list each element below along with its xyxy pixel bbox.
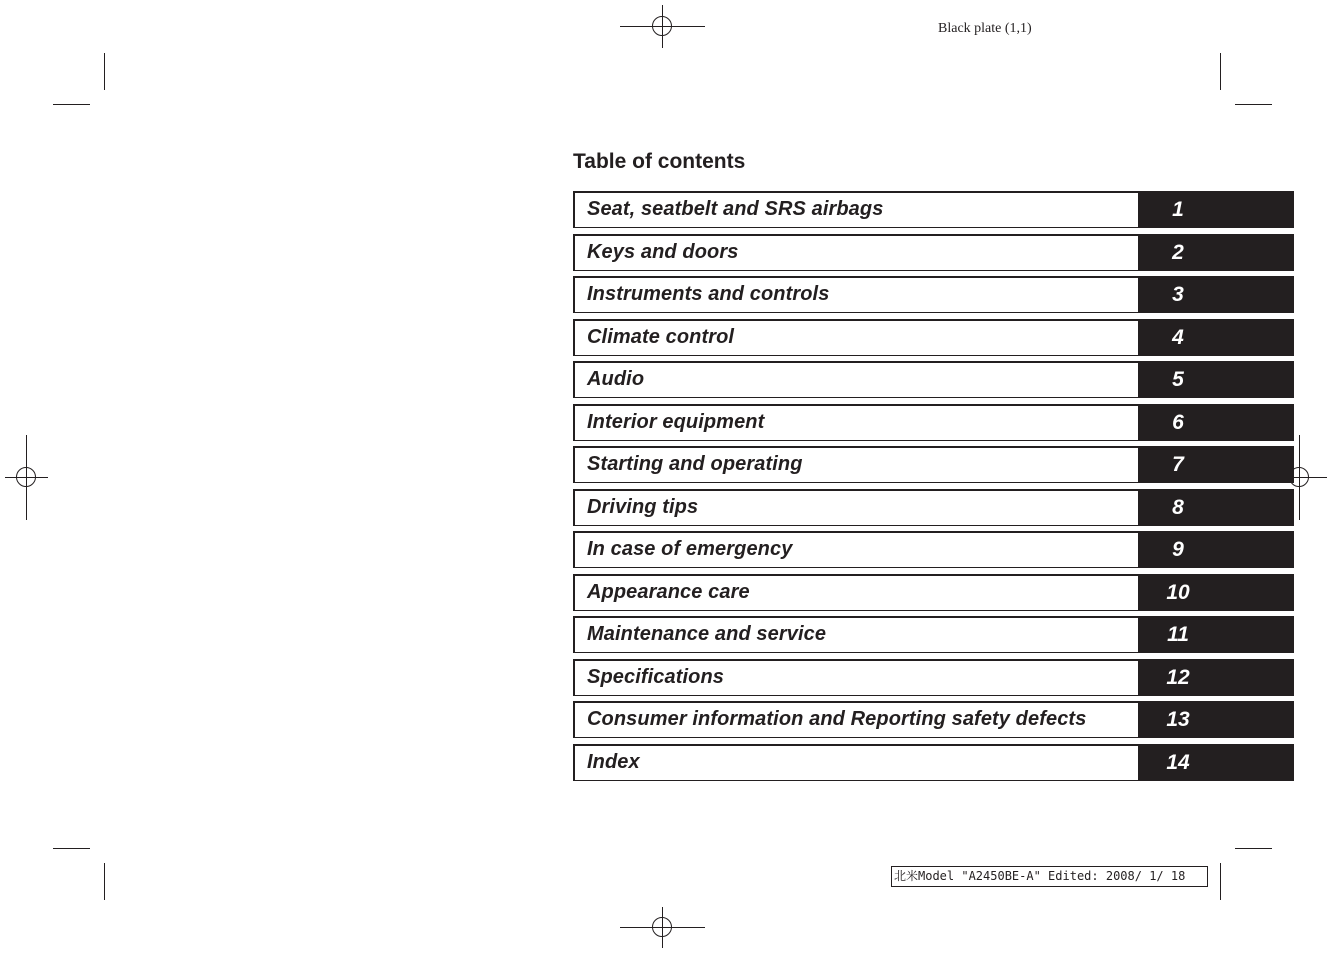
toc-section-title[interactable]: Appearance care <box>587 580 750 603</box>
toc-label-box <box>573 191 1138 228</box>
toc-number-tab[interactable] <box>1138 446 1294 483</box>
crop-mark <box>53 104 90 105</box>
toc-section-number: 10 <box>1166 580 1190 604</box>
toc-label-box <box>573 234 1138 271</box>
toc-label-box <box>573 404 1138 441</box>
toc-row[interactable] <box>573 744 1294 781</box>
edit-info-box: 北米Model "A2450BE-A" Edited: 2008/ 1/ 18 <box>891 866 1208 887</box>
toc-row[interactable] <box>573 276 1294 313</box>
toc-number-tab[interactable] <box>1138 659 1294 696</box>
table-of-contents <box>573 191 1294 786</box>
crop-mark <box>1220 863 1221 900</box>
toc-section-title[interactable]: Specifications <box>587 665 724 688</box>
toc-label-box <box>573 574 1138 611</box>
toc-section-number: 14 <box>1166 750 1190 774</box>
toc-row[interactable] <box>573 446 1294 483</box>
toc-row[interactable] <box>573 616 1294 653</box>
toc-row[interactable] <box>573 361 1294 398</box>
toc-row[interactable] <box>573 489 1294 526</box>
toc-number-tab[interactable] <box>1138 319 1294 356</box>
toc-label-box <box>573 701 1138 738</box>
plate-label: Black plate (1,1) <box>938 21 1032 36</box>
toc-row[interactable] <box>573 531 1294 568</box>
toc-section-number: 4 <box>1172 325 1184 349</box>
toc-section-number: 12 <box>1166 665 1190 689</box>
toc-number-tab[interactable] <box>1138 276 1294 313</box>
toc-label-box <box>573 744 1138 781</box>
crop-mark <box>1220 53 1221 90</box>
toc-section-title[interactable]: Interior equipment <box>587 410 765 433</box>
toc-section-title[interactable]: Climate control <box>587 325 735 348</box>
toc-label-box <box>573 319 1138 356</box>
toc-label-box <box>573 531 1138 568</box>
toc-row[interactable] <box>573 574 1294 611</box>
toc-section-title[interactable]: Consumer information and Reporting safety defects <box>587 708 1087 730</box>
toc-row[interactable] <box>573 701 1294 738</box>
toc-number-tab[interactable] <box>1138 701 1294 738</box>
crop-mark <box>1235 848 1272 849</box>
toc-section-number: 2 <box>1172 240 1184 264</box>
toc-number-tab[interactable] <box>1138 616 1294 653</box>
crop-mark <box>53 848 90 849</box>
toc-section-number: 6 <box>1172 410 1184 434</box>
toc-number-tab[interactable] <box>1138 574 1294 611</box>
toc-section-number: 9 <box>1172 538 1184 561</box>
toc-section-title[interactable]: Seat, seatbelt and SRS airbags <box>587 198 884 220</box>
toc-number-tab[interactable] <box>1138 744 1294 781</box>
toc-section-title[interactable]: Index <box>587 750 640 773</box>
toc-section-number: 1 <box>1172 198 1184 221</box>
toc-section-number: 3 <box>1172 283 1184 306</box>
toc-section-title[interactable]: Driving tips <box>587 495 699 518</box>
registration-mark-circle <box>16 467 36 487</box>
toc-label-box <box>573 659 1138 696</box>
toc-row[interactable] <box>573 659 1294 696</box>
registration-mark-circle <box>652 917 672 937</box>
toc-row[interactable] <box>573 404 1294 441</box>
toc-section-number: 11 <box>1167 623 1189 646</box>
toc-number-tab[interactable] <box>1138 489 1294 526</box>
toc-label-box <box>573 446 1138 483</box>
page-title: Table of contents <box>573 150 746 173</box>
toc-number-tab[interactable] <box>1138 234 1294 271</box>
toc-section-number: 5 <box>1172 368 1184 391</box>
toc-row[interactable] <box>573 319 1294 356</box>
crop-mark <box>1235 104 1272 105</box>
crop-mark <box>104 53 105 90</box>
toc-section-title[interactable]: Starting and operating <box>587 453 803 475</box>
toc-label-box <box>573 361 1138 398</box>
toc-number-tab[interactable] <box>1138 191 1294 228</box>
toc-section-number: 13 <box>1166 708 1190 731</box>
toc-label-box <box>573 616 1138 653</box>
toc-number-tab[interactable] <box>1138 531 1294 568</box>
toc-row[interactable] <box>573 234 1294 271</box>
toc-section-title[interactable]: In case of emergency <box>587 538 793 560</box>
toc-row[interactable] <box>573 191 1294 228</box>
toc-section-title[interactable]: Audio <box>587 368 645 390</box>
toc-section-title[interactable]: Maintenance and service <box>587 623 827 645</box>
crop-mark <box>104 863 105 900</box>
toc-section-number: 7 <box>1172 453 1184 476</box>
toc-section-title[interactable]: Keys and doors <box>587 240 739 263</box>
toc-label-box <box>573 276 1138 313</box>
toc-section-number: 8 <box>1172 495 1184 519</box>
registration-mark-circle <box>652 16 672 36</box>
toc-label-box <box>573 489 1138 526</box>
toc-number-tab[interactable] <box>1138 404 1294 441</box>
toc-number-tab[interactable] <box>1138 361 1294 398</box>
toc-section-title[interactable]: Instruments and controls <box>587 283 830 305</box>
